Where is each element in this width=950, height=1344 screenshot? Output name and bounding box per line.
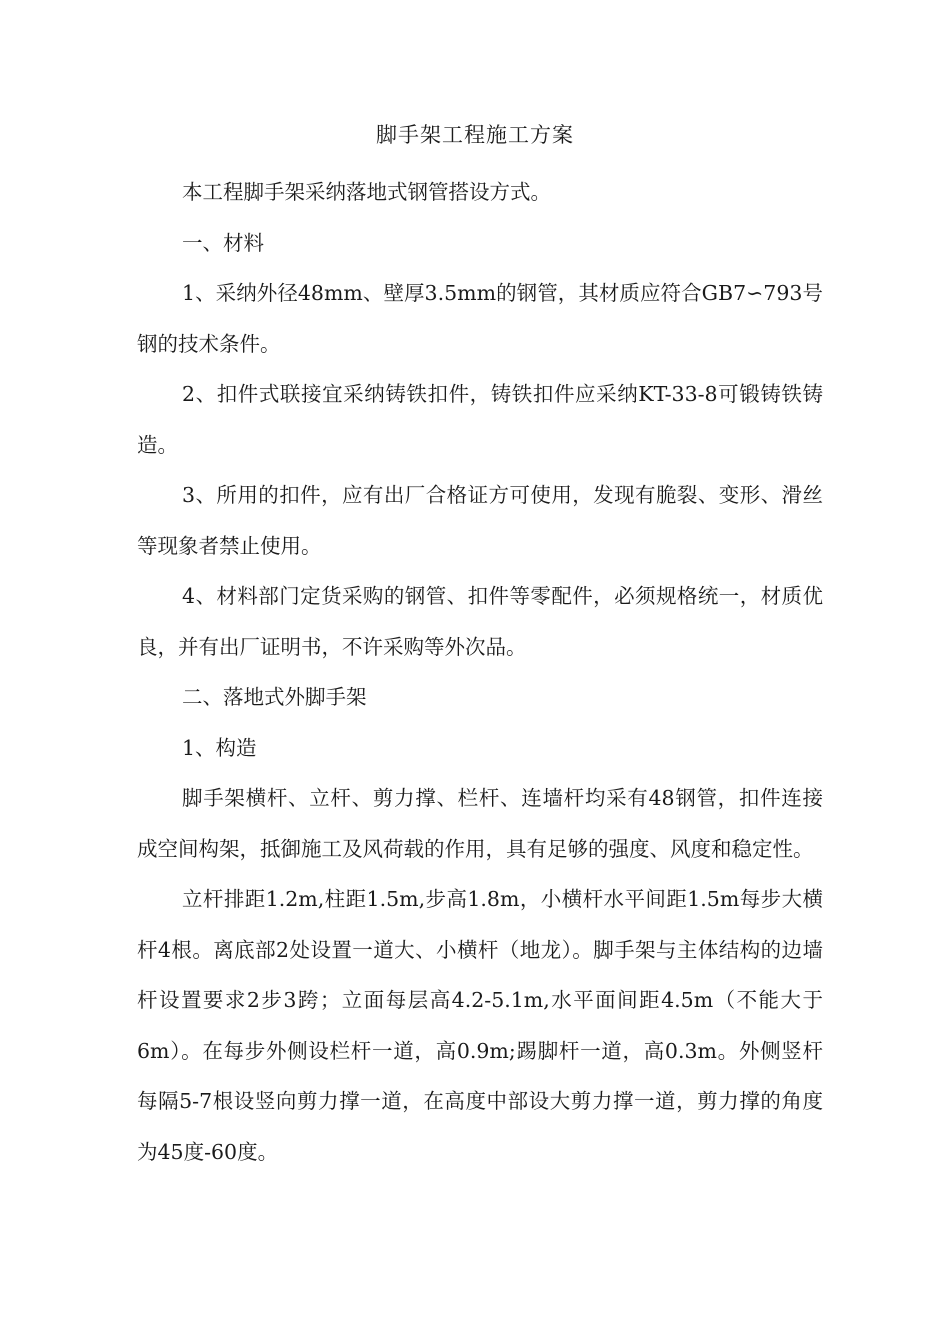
subsection-heading-structure: 1、构造 [182,735,257,760]
materials-item-4: 4、材料部门定货采购的钢管、扣件等零配件，必须规格统一，材质优良，并有出厂证明书，不许采购等外次品。 [137,584,823,659]
document-title: 脚手架工程施工方案 [376,123,574,147]
intro-paragraph: 本工程脚手架采纳落地式钢管搭设方式。 [182,180,551,204]
structure-paragraph-2: 立杆排距1.2m,柱距1.5m,步高1.8m，小横杆水平间距1.5m每步大横杆4根。离底部2处设置一道大、小横杆（地龙）。脚手架与主体结构的边墙杆设置要求2步3跨；立面每层高4.2-5.1m,水平面间距4.5m（不能大于6m）。在每步外侧设栏杆一道，高0.9m;踢脚杆一道，高0.3m。外侧竖杆每隔5-7根设竖向剪力撑一道，在高度中部设大剪力撑一道，剪力撑的角度为45度-60度。 [137,887,823,1164]
structure-paragraph-1: 脚手架横杆、立杆、剪力撑、栏杆、连墙杆均采有48钢管，扣件连接成空间构架，抵御施工及风荷载的作用，具有足够的强度、风度和稳定性。 [137,786,823,861]
materials-item-1: 1、采纳外径48mm、壁厚3.5mm的钢管，其材质应符合GB7∽793号钢的技术条件。 [137,281,823,356]
materials-item-3: 3、所用的扣件，应有出厂合格证方可使用，发现有脆裂、变形、滑丝等现象者禁止使用。 [137,483,823,558]
document-body [137,167,823,1177]
materials-item-2: 2、扣件式联接宜采纳铸铁扣件，铸铁扣件应采纳KT-33-8可锻铸铁铸造。 [137,382,823,457]
section-heading-scaffold: 二、落地式外脚手架 [182,685,367,709]
section-heading-materials: 一、材料 [182,230,264,255]
